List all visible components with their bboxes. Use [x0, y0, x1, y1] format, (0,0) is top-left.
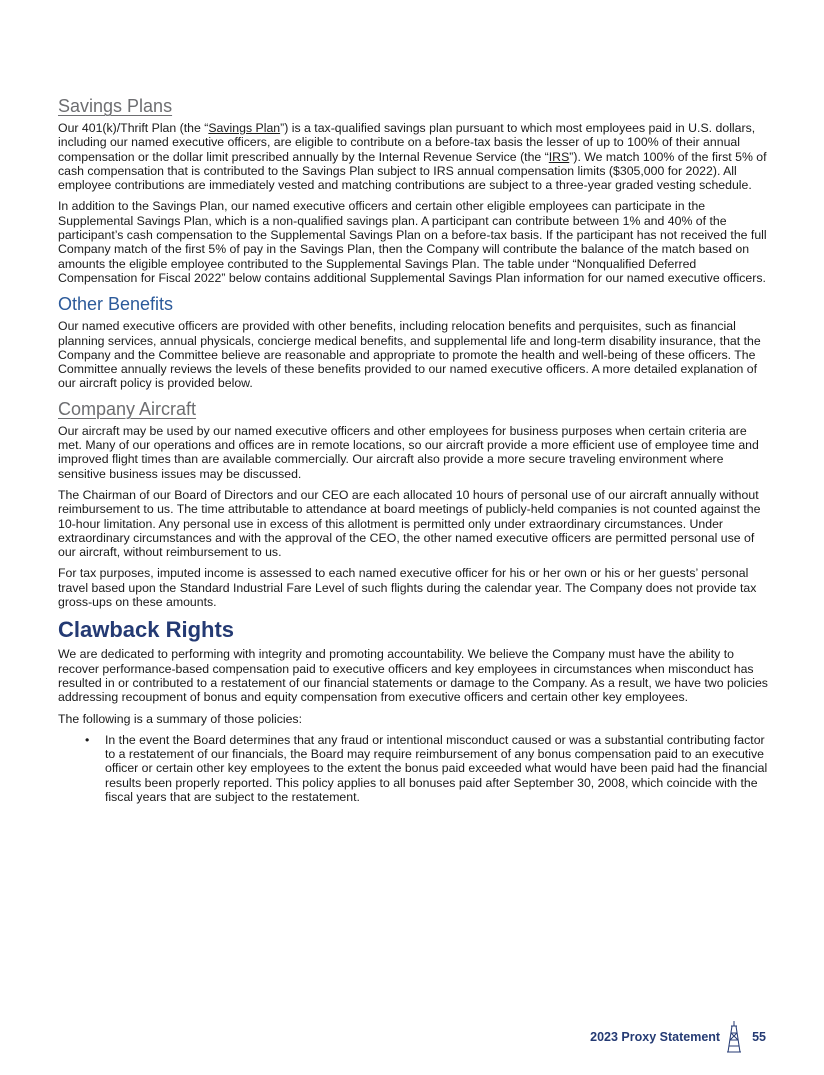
footer-document-title: 2023 Proxy Statement — [590, 1030, 721, 1044]
other-benefits-heading: Other Benefits — [58, 294, 174, 315]
company-aircraft-paragraph-2: The Chairman of our Board of Directors and our CEO are each allocated 10 hours of personal use of our aircraft annually without reimbursement to us. The time attributable to attendance at board meetings of publicly-held companies is not counted against the 10-hour limitation. Any personal use in excess of this allotment is permitted only under extraordinary circumstances. Under extraordinary circumstances and with the approval of the CEO, the other named executive officers are permitted personal use of our aircraft, without reimbursement to us. — [58, 487, 761, 560]
company-aircraft-paragraph-3: For tax purposes, imputed income is assessed to each named executive officer for his or her own or his or her guests’ personal travel based upon the Standard Industrial Fare Level of such flights during the calendar year. The Company does not provide tax gross-ups on these amounts. — [58, 566, 757, 610]
company-aircraft-heading: Company Aircraft — [58, 398, 197, 419]
bullet-icon: • — [85, 732, 90, 747]
page-content — [58, 95, 768, 804]
clawback-paragraph-2: The following is a summary of those policies: — [58, 711, 302, 726]
page-number: 55 — [752, 1030, 766, 1044]
clawback-policy-list — [58, 733, 768, 804]
savings-plans-paragraph-2: In addition to the Savings Plan, our named executive officers and certain other eligible employees can participate in the Supplemental Savings Plan, which is a non-qualified savings plan. A participant can contribute between 1% and 40% of the participant’s cash compensation to the Supplemental Savings Plan on a before-tax basis. If the participant has not received the full Company match of the first 5% of pay in the Savings Plan, then the Company will contribute the balance of the match based on amounts the eligible employee contributed to the Supplemental Savings Plan. The table under “Nonqualified Deferred Compensation for Fiscal 2022” below contains additional Supplemental Savings Plan information for our named executive officers. — [58, 199, 767, 285]
savings-plans-paragraph-1: Our 401(k)/Thrift Plan (the “Savings Plan”) is a tax-qualified savings plan pursuant to which most employees paid in U.S. dollars, including our named executive officers, are eligible to contribute on a before-tax basis the lesser of up to 100% of their annual compensation or the dollar limit prescribed annually by the Internal Revenue Service (the “IRS”). We match 100% of the first 5% of cash compensation that is contributed to the Savings Plan subject to IRS annual compensation limits ($305,000 for 2022). All employee contributions are immediately vested and matching contributions are subject to a three-year graded vesting schedule. — [58, 121, 767, 193]
list-item: • In the event the Board determines that any fraud or intentional misconduct caused or was a substantial contributing factor to a restatement of our financials, the Board may require reimbursement of any bonus compensation paid to an executive officer or certain other key employees to the extent the bonus paid exceeded what would have been paid had the financial results been properly reported. This policy applies to all bonuses paid after September 30, 2008, which coincide with the fiscal years that are subject to the restatement. — [85, 732, 768, 804]
savings-plan-defined-term: Savings Plan — [208, 121, 281, 135]
irs-defined-term: IRS — [548, 149, 570, 164]
clawback-paragraph-1: We are dedicated to performing with integrity and promoting accountability. We believe the Company must have the ability to recover performance-based compensation paid to executive officers and key employees in circumstances when misconduct has resulted in or contributed to a restatement of our financial statements or damage to the Company. As a result, we have two policies addressing recoupment of bonus and equity compensation from executive officers and certain other key employees. — [58, 647, 768, 705]
clawback-rights-heading: Clawback Rights — [58, 617, 235, 643]
other-benefits-paragraph: Our named executive officers are provided with other benefits, including relocation benefits and perquisites, such as financial planning services, annual physicals, concierge medical benefits, and supplemental life and long-term disability insurance, that the Company and the Committee believe are reasonable and appropriate to promote the health and well-being of these officers. The Committee annually reviews the levels of these benefits provided to our named executive officers. A more detailed explanation of our aircraft policy is provided below. — [58, 319, 761, 391]
savings-plans-heading: Savings Plans — [58, 96, 173, 116]
page-footer — [590, 1020, 766, 1054]
company-aircraft-paragraph-1: Our aircraft may be used by our named executive officers and other employees for business purposes when certain criteria are met. Many of our operations and offices are in remote locations, so our aircraft provide a more efficient use of employee time and improved flight times than are available commercially. Our aircraft also provide a more secure traveling environment where sensitive business issues may be discussed. — [58, 423, 759, 481]
derrick-icon — [726, 1020, 742, 1054]
